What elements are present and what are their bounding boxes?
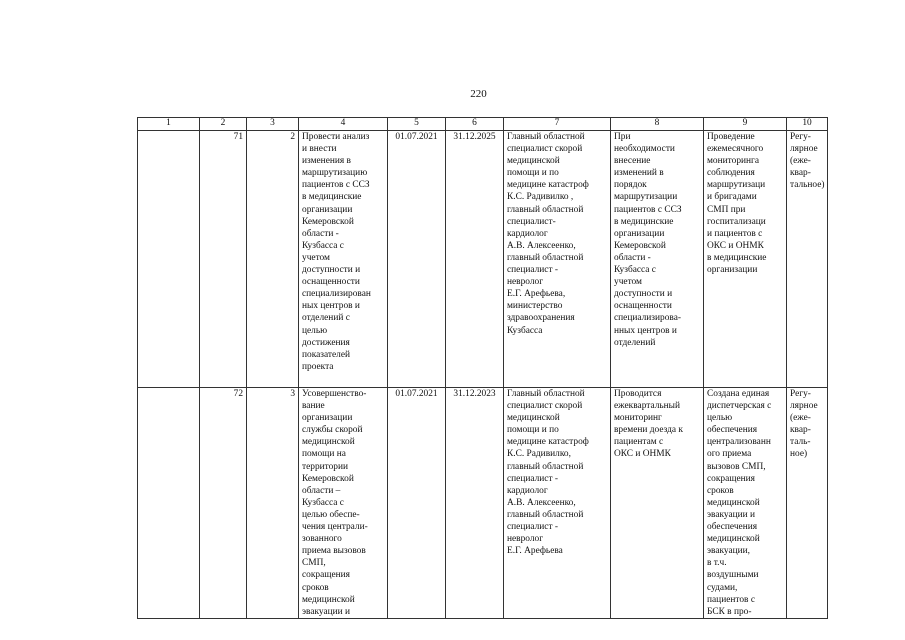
periodicity-cell: Регу- лярное (еже- квар- тальное) bbox=[787, 131, 828, 388]
row-cell-col1 bbox=[138, 131, 200, 388]
column-header: 9 bbox=[704, 118, 787, 131]
end-date-cell: 31.12.2023 bbox=[446, 388, 504, 619]
column-header: 7 bbox=[504, 118, 611, 131]
column-header: 1 bbox=[138, 118, 200, 131]
expected-result-cell: Проводится ежеквартальный мониторинг времени доезда к пациентам с ОКС и ОНМК bbox=[611, 388, 704, 619]
responsible-cell: Главный областной специалист скорой медицинской помощи и по медицине катастроф К.С. Радивилко, главный областной специалист - кардиолог А.В. Алексеенко, главный областной специалист - невролог Е.Г. Арефьева bbox=[504, 388, 611, 619]
periodicity-cell: Регу- лярное (еже- квар- таль- ное) bbox=[787, 388, 828, 619]
table-header-row bbox=[138, 118, 828, 131]
column-header: 10 bbox=[787, 118, 828, 131]
table-row bbox=[138, 388, 828, 619]
start-date-cell: 01.07.2021 bbox=[388, 388, 446, 619]
responsible-cell: Главный областной специалист скорой медицинской помощи и по медицине катастроф К.С. Радивилко , главный областной специалист- кардиолог А.В. Алексеенко, главный областной специалист - невролог Е.Г. Арефьева, министерство здравоохранения Кузбасса bbox=[504, 131, 611, 388]
item-number-cell: 3 bbox=[247, 388, 299, 619]
activity-description-cell: Усовершенство- вание организации службы скорой медицинской помощи на территории Кемеровской области – Кузбасса с целью обеспе- чения централи- зованного приема вызовов СМП, сокращения сроков медицинской эвакуации и bbox=[299, 388, 388, 619]
expected-result-cell: При необходимости внесение изменений в порядок маршрутизации пациентов с ССЗ в медицинские организации Кемеровской области - Кузбасса с учетом доступности и оснащенности специализирова- нных центров и отделений bbox=[611, 131, 704, 388]
column-header: 8 bbox=[611, 118, 704, 131]
column-header: 5 bbox=[388, 118, 446, 131]
indicator-cell: Проведение ежемесячного мониторинга соблюдения маршрутизаци и бригадами СМП при госпитализаци и пациентов с ОКС и ОНМК в медицинские организации bbox=[704, 131, 787, 388]
end-date-cell: 31.12.2025 bbox=[446, 131, 504, 388]
indicator-cell: Создана единая диспетчерская с целью обеспечения централизованн ого приема вызовов СМП, сокращения сроков медицинской эвакуации и обеспечения медицинской эвакуации, в т.ч. воздушными судами, пациентов с БСК в про- bbox=[704, 388, 787, 619]
row-cell-col1 bbox=[138, 388, 200, 619]
column-header: 3 bbox=[247, 118, 299, 131]
column-header: 4 bbox=[299, 118, 388, 131]
item-number-cell: 2 bbox=[247, 131, 299, 388]
row-number-cell: 71 bbox=[200, 131, 247, 388]
column-header: 2 bbox=[200, 118, 247, 131]
start-date-cell: 01.07.2021 bbox=[388, 131, 446, 388]
plan-table bbox=[137, 117, 828, 619]
page-number: 220 bbox=[470, 88, 487, 100]
activity-description-cell: Провести анализ и внести изменения в маршрутизацию пациентов с ССЗ в медицинские организации Кемеровской области - Кузбасса с учетом доступности и оснащенности специализирован ных центров и отделений с целью достижения показателей проекта bbox=[299, 131, 388, 388]
column-header: 6 bbox=[446, 118, 504, 131]
table-row bbox=[138, 131, 828, 388]
row-number-cell: 72 bbox=[200, 388, 247, 619]
